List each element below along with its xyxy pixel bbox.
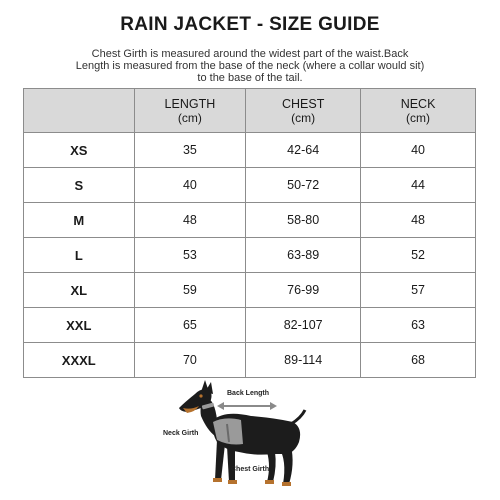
header-unit: (cm): [177, 110, 202, 125]
chest-cell: 76-99: [246, 273, 361, 308]
chest-cell: 58-80: [246, 203, 361, 238]
dog-eye-tan: [199, 394, 202, 397]
neck-cell: 44: [361, 168, 476, 203]
back-length-arrow: [217, 402, 277, 410]
size-cell: XXXL: [24, 343, 135, 378]
length-cell: 59: [134, 273, 246, 308]
table-row: [24, 168, 476, 203]
chest-cell: 63-89: [246, 238, 361, 273]
header-unit: (cm): [291, 110, 316, 125]
size-cell: XL: [24, 273, 135, 308]
chest-cell: 89-114: [246, 343, 361, 378]
description-line: Length is measured from the base of the neck (where a collar would sit): [75, 60, 425, 72]
chest-girth-label: Chest Girth: [231, 466, 270, 473]
chest-cell: 50-72: [246, 168, 361, 203]
neck-cell: 48: [361, 203, 476, 238]
size-cell: M: [24, 203, 135, 238]
table-row: [24, 273, 476, 308]
neck-cell: 57: [361, 273, 476, 308]
length-cell: 35: [134, 133, 246, 168]
dog-paw: [282, 482, 291, 486]
dog-paw: [265, 480, 274, 484]
measurement-diagram: [155, 380, 345, 498]
neck-cell: 40: [361, 133, 476, 168]
header-unit: (cm): [406, 110, 431, 125]
size-cell: XXL: [24, 308, 135, 343]
header-label: CHEST: [281, 96, 325, 111]
header-neck: [361, 89, 476, 133]
table-header-row: [24, 89, 476, 133]
dog-illustration: [155, 380, 345, 498]
dog-paw: [213, 478, 222, 482]
dog-paw: [228, 480, 237, 484]
header-label: NECK: [400, 96, 436, 111]
description-line: Chest Girth is measured around the widest part of the waist.Back: [91, 48, 409, 60]
table-row: [24, 203, 476, 238]
header-length: [134, 89, 246, 133]
dog-tail: [291, 410, 305, 424]
neck-cell: 68: [361, 343, 476, 378]
chest-cell: 82-107: [246, 308, 361, 343]
neck-cell: 63: [361, 308, 476, 343]
header-label: LENGTH: [164, 96, 216, 111]
table-row: [24, 343, 476, 378]
length-cell: 53: [134, 238, 246, 273]
description-line: to the base of the tail.: [197, 72, 303, 84]
neck-cell: 52: [361, 238, 476, 273]
size-cell: L: [24, 238, 135, 273]
length-cell: 65: [134, 308, 246, 343]
length-cell: 40: [134, 168, 246, 203]
dog-front-leg: [227, 446, 235, 482]
length-cell: 70: [134, 343, 246, 378]
neck-girth-label: Neck Girth: [163, 430, 199, 437]
length-cell: 48: [134, 203, 246, 238]
table-row: [24, 133, 476, 168]
measurement-description: [60, 48, 440, 84]
size-cell: XS: [24, 133, 135, 168]
back-length-label: Back Length: [227, 390, 270, 397]
page-title: RAIN JACKET - SIZE GUIDE: [120, 14, 380, 35]
dog-front-leg: [215, 440, 225, 480]
table-row: [24, 238, 476, 273]
header-chest: [246, 89, 361, 133]
table-row: [24, 308, 476, 343]
header-size: [24, 89, 135, 133]
chest-cell: 42-64: [246, 133, 361, 168]
size-cell: S: [24, 168, 135, 203]
size-table: [23, 88, 476, 378]
